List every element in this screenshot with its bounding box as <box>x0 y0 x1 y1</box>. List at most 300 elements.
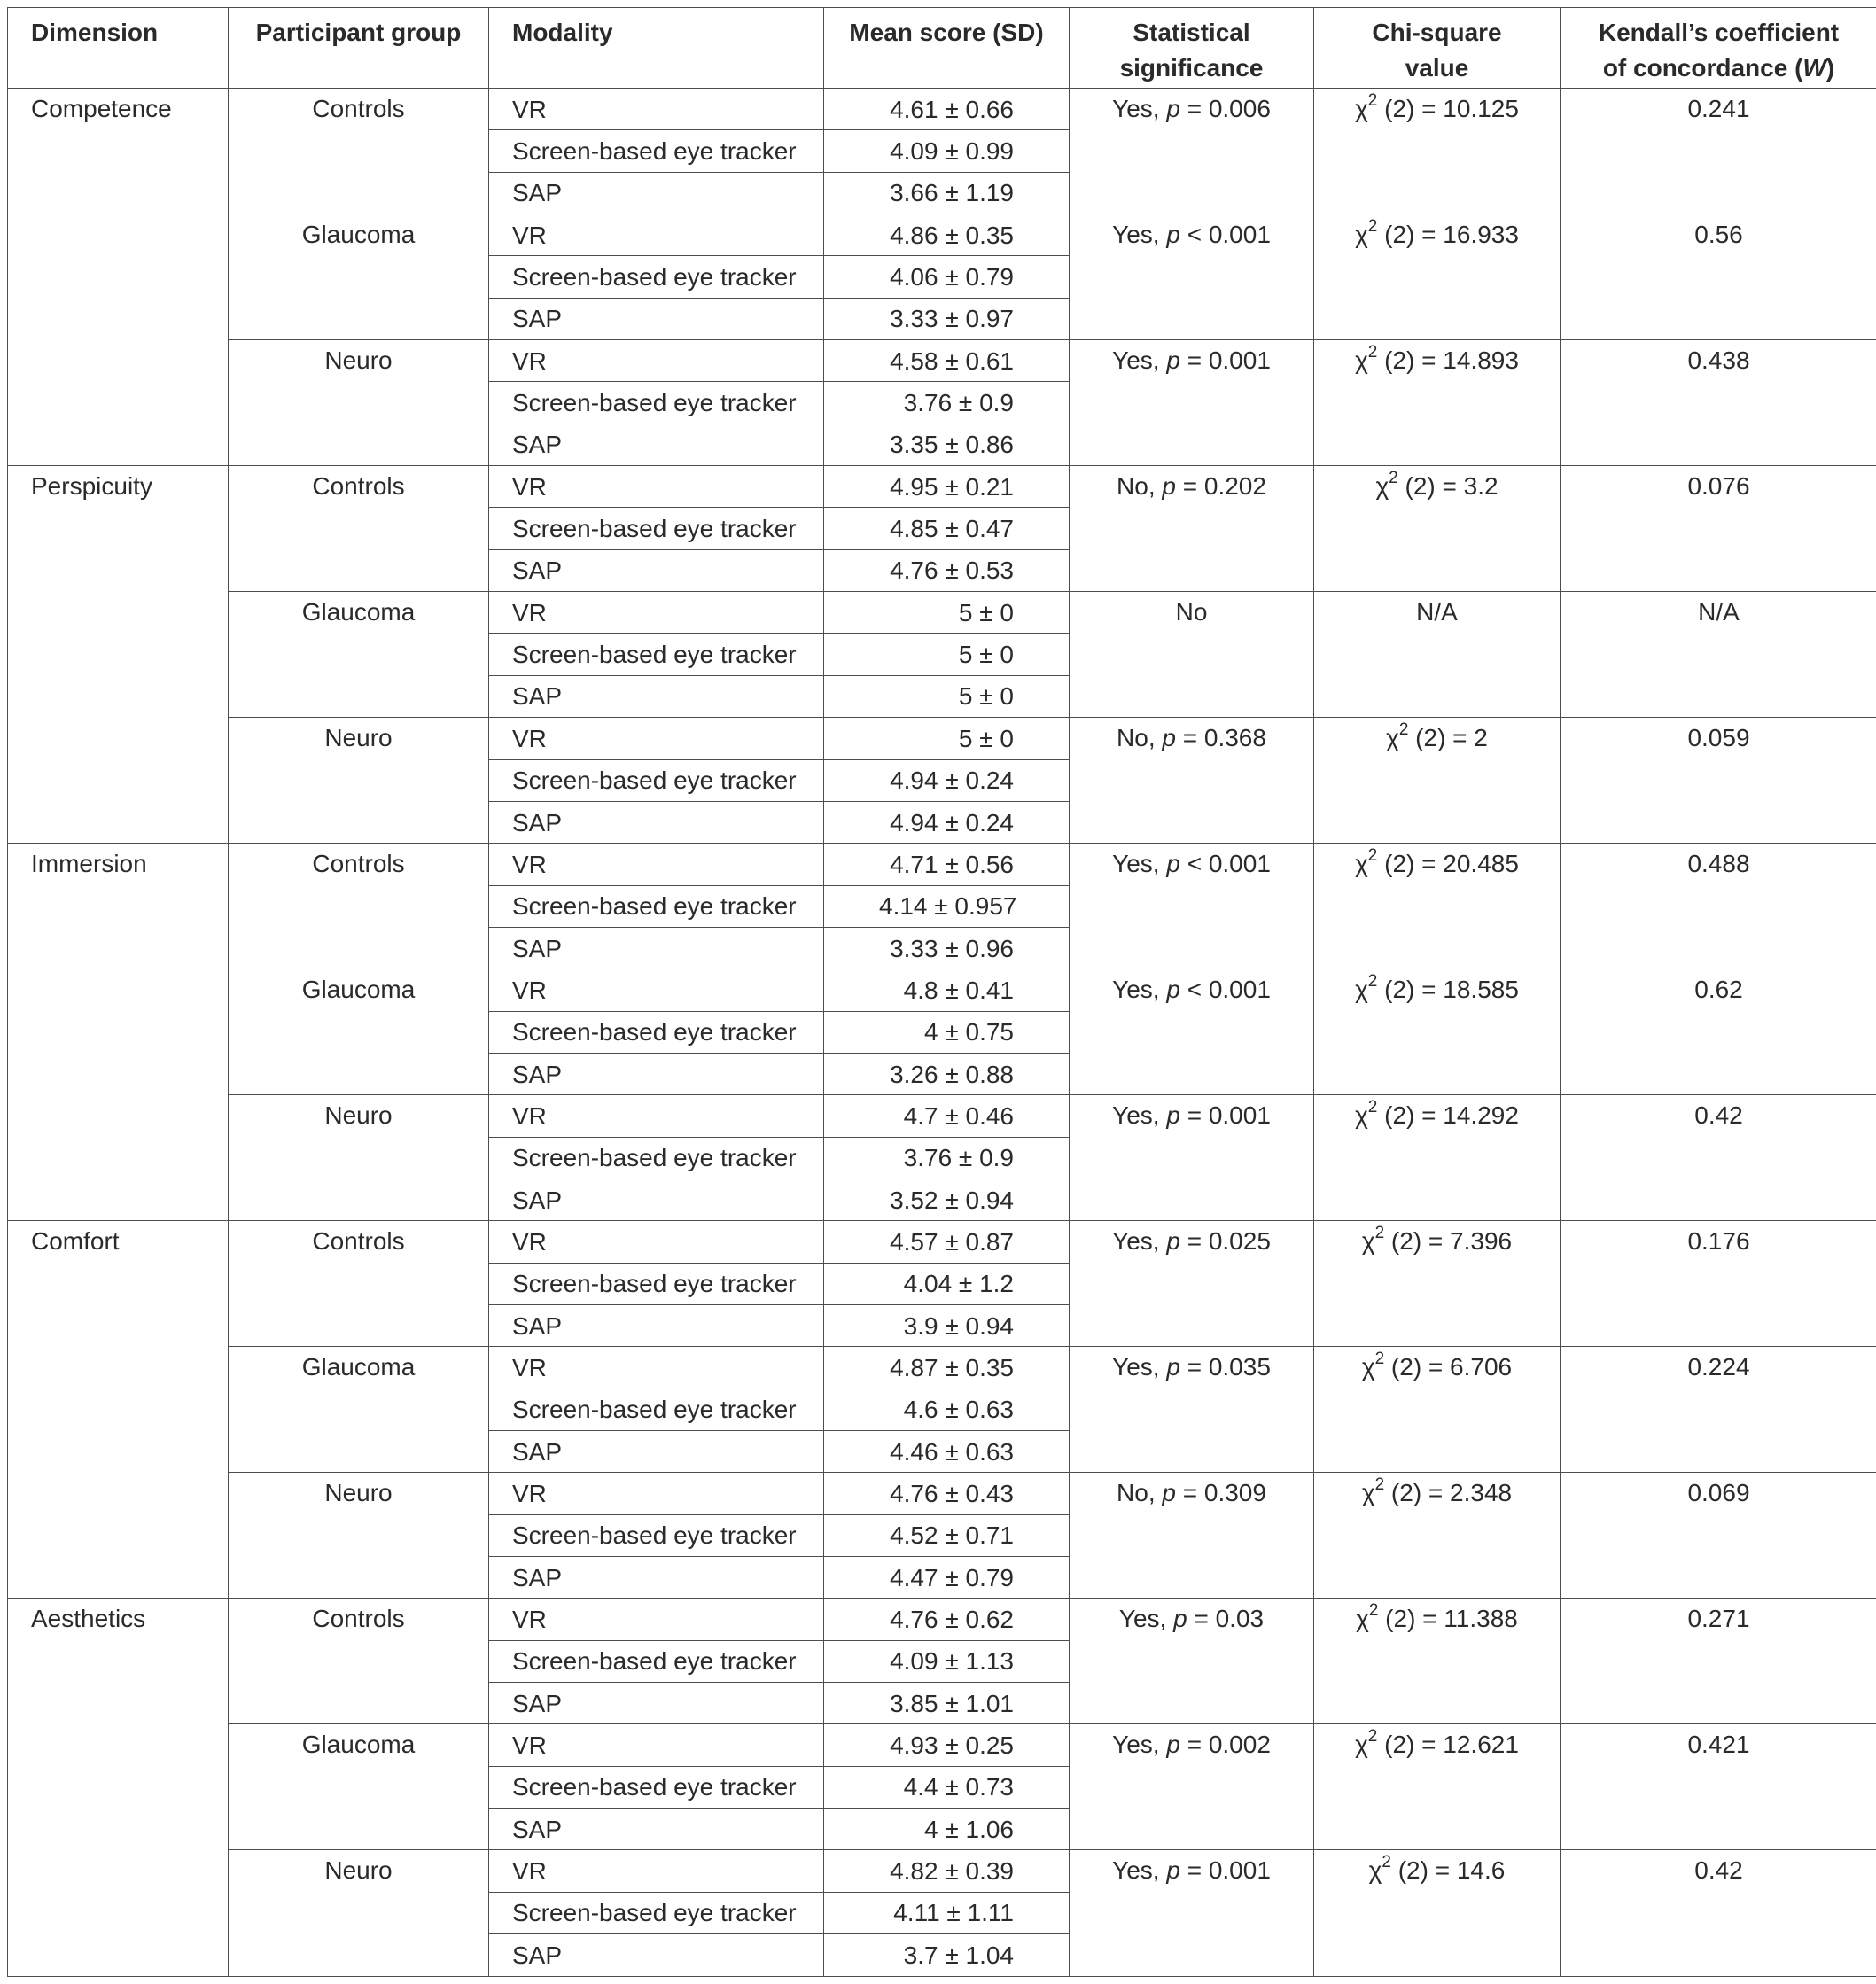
mean-score-cell <box>824 1557 1070 1599</box>
mean-score-cell <box>824 1221 1070 1263</box>
kendall-w-cell <box>1561 1724 1876 1850</box>
modality-cell-text: SAP <box>512 1311 563 1340</box>
modality-cell <box>489 675 824 717</box>
mean-score-text: 5 ± 0 <box>958 682 1014 711</box>
mean-score-cell <box>824 1514 1070 1556</box>
table-row <box>8 1850 1876 1892</box>
modality-cell <box>489 1137 824 1179</box>
mean-score-cell <box>824 801 1070 843</box>
modality-cell-text: VR <box>512 472 547 501</box>
table-row <box>8 1473 1876 1514</box>
chi-square-cell <box>1314 718 1561 844</box>
significance-cell-text: No <box>1175 598 1208 626</box>
chi-square-cell-text: $\chi^2$ (2) = 12.621 <box>1355 1727 1519 1759</box>
kendall-w-cell-text: 0.241 <box>1687 95 1750 122</box>
modality-cell-text: SAP <box>512 1689 563 1717</box>
table-body <box>8 89 1876 1977</box>
mean-score-cell <box>824 214 1070 256</box>
dimension-cell <box>8 89 229 466</box>
chi-square-cell <box>1314 1347 1561 1473</box>
modality-cell-text: Screen-based eye tracker <box>512 641 797 669</box>
modality-cell-text: SAP <box>512 1060 563 1088</box>
header-modality: Modality <box>489 8 824 89</box>
chi-square-cell-text: $\chi^2$ (2) = 6.706 <box>1361 1349 1513 1381</box>
table-row <box>8 718 1876 759</box>
significance-cell <box>1070 1850 1314 1977</box>
header-statistical-significance: Statistical significance <box>1070 8 1314 89</box>
mean-score-text: 3.66 ± 1.19 <box>890 179 1014 207</box>
modality-cell-text: Screen-based eye tracker <box>512 892 797 921</box>
mean-score-cell <box>824 549 1070 591</box>
mean-score-cell <box>824 1473 1070 1514</box>
modality-cell <box>489 89 824 130</box>
header-dimension: Dimension <box>8 8 229 89</box>
header-mean-score: Mean score (SD) <box>824 8 1070 89</box>
participant-group-cell-text: Neuro <box>324 346 393 375</box>
mean-score-text: 4.09 ± 0.99 <box>890 137 1014 166</box>
mean-score-cell <box>824 634 1070 675</box>
significance-cell <box>1070 1599 1314 1724</box>
modality-cell-text: VR <box>512 1731 547 1760</box>
kendall-w-cell <box>1561 1221 1876 1347</box>
mean-score-cell <box>824 675 1070 717</box>
mean-score-cell <box>824 927 1070 969</box>
table-row <box>8 969 1876 1011</box>
table-row <box>8 1347 1876 1389</box>
mean-score-text: 4.71 ± 0.56 <box>890 850 1014 878</box>
mean-score-cell <box>824 759 1070 801</box>
chi-square-cell-text: $\chi^2$ (2) = 20.485 <box>1355 845 1519 878</box>
chi-square-cell <box>1314 89 1561 214</box>
chi-square-cell-text: $\chi^2$ (2) = 16.933 <box>1355 216 1519 249</box>
modality-cell-text: Screen-based eye tracker <box>512 1396 797 1424</box>
significance-cell <box>1070 1095 1314 1221</box>
modality-cell-text: Screen-based eye tracker <box>512 515 797 543</box>
modality-cell <box>489 759 824 801</box>
mean-score-text: 3.33 ± 0.97 <box>890 305 1014 333</box>
kendall-w-cell <box>1561 718 1876 844</box>
mean-score-text: 4 ± 1.06 <box>924 1815 1014 1843</box>
kendall-w-cell <box>1561 1599 1876 1724</box>
modality-cell <box>489 424 824 465</box>
modality-cell-text: SAP <box>512 1941 563 1970</box>
dimension-cell-text: Immersion <box>31 850 147 878</box>
mean-score-text: 3.76 ± 0.9 <box>903 389 1014 417</box>
mean-score-text: 3.7 ± 1.04 <box>903 1941 1014 1970</box>
mean-score-text: 3.26 ± 0.88 <box>890 1060 1014 1088</box>
kendall-w-cell <box>1561 466 1876 592</box>
modality-cell <box>489 466 824 508</box>
significance-cell <box>1070 340 1314 466</box>
dimension-cell <box>8 844 229 1221</box>
mean-score-cell <box>824 1347 1070 1389</box>
significance-cell-text: Yes, p = 0.035 <box>1112 1353 1271 1381</box>
modality-cell-text: SAP <box>512 1563 563 1591</box>
chi-square-cell <box>1314 844 1561 969</box>
modality-cell-text: SAP <box>512 556 563 585</box>
kendall-w-cell <box>1561 592 1876 718</box>
significance-cell <box>1070 592 1314 718</box>
mean-score-cell <box>824 508 1070 549</box>
modality-cell <box>489 382 824 424</box>
participant-group-cell-text: Neuro <box>324 1856 393 1885</box>
modality-cell <box>489 1095 824 1137</box>
mean-score-cell <box>824 130 1070 172</box>
mean-score-cell <box>824 424 1070 465</box>
chi-square-cell <box>1314 1221 1561 1347</box>
chi-square-cell <box>1314 592 1561 718</box>
mean-score-cell <box>824 1389 1070 1430</box>
chi-square-cell-text: $\chi^2$ (2) = 18.585 <box>1355 971 1519 1004</box>
mean-score-text: 4.04 ± 1.2 <box>903 1270 1014 1298</box>
modality-cell <box>489 801 824 843</box>
table-row <box>8 844 1876 885</box>
dimension-cell <box>8 1221 229 1599</box>
kendall-w-cell-text: 0.42 <box>1694 1101 1743 1130</box>
header-participant-group: Participant group <box>229 8 489 89</box>
participant-group-cell <box>229 1850 489 1977</box>
participant-group-cell <box>229 969 489 1095</box>
significance-cell <box>1070 89 1314 214</box>
participant-group-cell <box>229 1221 489 1347</box>
chi-square-cell-text: $\chi^2$ (2) = 2 <box>1386 720 1488 752</box>
kendall-w-cell <box>1561 1473 1876 1599</box>
modality-cell <box>489 885 824 927</box>
modality-cell <box>489 1221 824 1263</box>
chi-square-cell-text: $\chi^2$ (2) = 10.125 <box>1355 90 1519 122</box>
mean-score-text: 4.58 ± 0.61 <box>890 346 1014 375</box>
mean-score-text: 4.61 ± 0.66 <box>890 95 1014 123</box>
mean-score-text: 4.06 ± 0.79 <box>890 263 1014 292</box>
kendall-w-cell <box>1561 969 1876 1095</box>
participant-group-cell-text: Neuro <box>324 724 393 752</box>
modality-cell <box>489 1514 824 1556</box>
header-row <box>8 8 1876 89</box>
mean-score-text: 4.76 ± 0.62 <box>890 1606 1014 1634</box>
modality-cell <box>489 1934 824 1977</box>
significance-cell-text: No, p = 0.202 <box>1117 472 1266 501</box>
mean-score-cell <box>824 885 1070 927</box>
participant-group-cell <box>229 1724 489 1850</box>
kendall-w-cell <box>1561 1095 1876 1221</box>
dimension-cell <box>8 466 229 844</box>
significance-cell <box>1070 466 1314 592</box>
chi-square-cell-text: $\chi^2$ (2) = 3.2 <box>1375 468 1498 501</box>
mean-score-text: 3.35 ± 0.86 <box>890 431 1014 459</box>
dimension-cell <box>8 1599 229 1977</box>
kendall-w-cell <box>1561 89 1876 214</box>
dimension-cell-text: Comfort <box>31 1227 120 1256</box>
modality-cell <box>489 969 824 1011</box>
participant-group-cell-text: Controls <box>312 1227 405 1256</box>
modality-cell-text: SAP <box>512 179 563 207</box>
participant-group-cell-text: Glaucoma <box>301 1353 416 1381</box>
modality-cell <box>489 1431 824 1473</box>
mean-score-text: 4 ± 0.75 <box>924 1018 1014 1046</box>
significance-cell-text: Yes, p = 0.001 <box>1112 346 1271 375</box>
participant-group-cell <box>229 1599 489 1724</box>
modality-cell-text: Screen-based eye tracker <box>512 766 797 795</box>
mean-score-cell <box>824 592 1070 634</box>
modality-cell-text: Screen-based eye tracker <box>512 1647 797 1676</box>
mean-score-text: 4.87 ± 0.35 <box>890 1353 1014 1381</box>
participant-group-cell <box>229 718 489 844</box>
mean-score-text: 3.33 ± 0.96 <box>890 934 1014 962</box>
mean-score-text: 4.95 ± 0.21 <box>890 472 1014 501</box>
mean-score-cell <box>824 1179 1070 1220</box>
mean-score-cell <box>824 1766 1070 1808</box>
table-row <box>8 1724 1876 1766</box>
participant-group-cell-text: Controls <box>312 850 405 878</box>
mean-score-cell <box>824 1431 1070 1473</box>
modality-cell <box>489 927 824 969</box>
mean-score-cell <box>824 844 1070 885</box>
kendall-w-cell-text: 0.42 <box>1694 1856 1743 1885</box>
modality-cell-text: VR <box>512 1353 547 1381</box>
significance-cell <box>1070 1347 1314 1473</box>
kendall-w-cell-text: N/A <box>1698 598 1740 626</box>
participant-group-cell <box>229 89 489 214</box>
modality-cell <box>489 1850 824 1892</box>
table-row <box>8 1221 1876 1263</box>
mean-score-cell <box>824 1640 1070 1682</box>
participant-group-cell-text: Glaucoma <box>301 221 416 249</box>
chi-square-cell <box>1314 1724 1561 1850</box>
mean-score-text: 4.46 ± 0.63 <box>890 1437 1014 1466</box>
modality-cell <box>489 1011 824 1053</box>
mean-score-cell <box>824 1599 1070 1640</box>
dimension-cell-text: Aesthetics <box>31 1605 146 1633</box>
mean-score-cell <box>824 1850 1070 1892</box>
mean-score-cell <box>824 382 1070 424</box>
significance-cell-text: Yes, p < 0.001 <box>1112 976 1271 1004</box>
modality-cell <box>489 1304 824 1346</box>
modality-cell <box>489 172 824 214</box>
kendall-w-cell-text: 0.076 <box>1687 472 1750 501</box>
header-chi-square: Chi-square value <box>1314 8 1561 89</box>
table-row <box>8 592 1876 634</box>
mean-score-cell <box>824 1053 1070 1094</box>
chi-square-cell <box>1314 969 1561 1095</box>
kendall-w-cell-text: 0.56 <box>1694 221 1743 249</box>
participant-group-cell-text: Controls <box>312 472 405 501</box>
mean-score-text: 4.09 ± 1.13 <box>890 1647 1014 1676</box>
participant-group-cell-text: Neuro <box>324 1479 393 1507</box>
modality-cell-text: Screen-based eye tracker <box>512 389 797 417</box>
modality-cell-text: Screen-based eye tracker <box>512 1899 797 1927</box>
mean-score-text: 3.52 ± 0.94 <box>890 1186 1014 1214</box>
participant-group-cell <box>229 340 489 466</box>
modality-cell <box>489 1724 824 1766</box>
mean-score-cell <box>824 256 1070 298</box>
chi-square-cell <box>1314 340 1561 466</box>
chi-square-cell-text: $\chi^2$ (2) = 14.893 <box>1355 342 1519 375</box>
modality-cell <box>489 508 824 549</box>
modality-cell <box>489 1557 824 1599</box>
modality-cell-text: SAP <box>512 1815 563 1843</box>
mean-score-text: 4.47 ± 0.79 <box>890 1563 1014 1591</box>
modality-cell-text: SAP <box>512 934 563 962</box>
modality-cell <box>489 1809 824 1850</box>
participant-group-cell-text: Neuro <box>324 1101 393 1130</box>
mean-score-cell <box>824 1095 1070 1137</box>
modality-cell-text: VR <box>512 1101 547 1130</box>
modality-cell-text: SAP <box>512 1186 563 1214</box>
results-table <box>7 7 1876 1977</box>
mean-score-cell <box>824 1263 1070 1304</box>
mean-score-cell <box>824 969 1070 1011</box>
participant-group-cell-text: Controls <box>312 95 405 122</box>
chi-square-cell <box>1314 214 1561 340</box>
mean-score-text: 5 ± 0 <box>958 641 1014 669</box>
kendall-w-cell <box>1561 340 1876 466</box>
modality-cell-text: SAP <box>512 1437 563 1466</box>
modality-cell <box>489 1263 824 1304</box>
mean-score-text: 4.11 ± 1.11 <box>893 1899 1014 1927</box>
participant-group-cell-text: Glaucoma <box>301 976 416 1004</box>
modality-cell <box>489 1892 824 1933</box>
modality-cell-text: VR <box>512 1857 547 1886</box>
modality-cell <box>489 130 824 172</box>
modality-cell <box>489 634 824 675</box>
mean-score-cell <box>824 1304 1070 1346</box>
kendall-w-cell <box>1561 1347 1876 1473</box>
table-row <box>8 340 1876 382</box>
mean-score-cell <box>824 172 1070 214</box>
modality-cell-text: SAP <box>512 808 563 836</box>
kendall-w-cell <box>1561 1850 1876 1977</box>
table-row <box>8 89 1876 130</box>
chi-square-cell <box>1314 1850 1561 1977</box>
modality-cell <box>489 298 824 339</box>
table-row <box>8 214 1876 256</box>
mean-score-text: 3.9 ± 0.94 <box>903 1311 1014 1340</box>
mean-score-cell <box>824 1892 1070 1933</box>
modality-cell-text: Screen-based eye tracker <box>512 263 797 292</box>
significance-cell-text: Yes, p = 0.002 <box>1112 1731 1271 1759</box>
kendall-w-cell-text: 0.421 <box>1687 1731 1750 1759</box>
kendall-w-cell-text: 0.488 <box>1687 850 1750 878</box>
modality-cell <box>489 718 824 759</box>
significance-cell <box>1070 969 1314 1095</box>
mean-score-cell <box>824 1137 1070 1179</box>
kendall-w-cell-text: 0.438 <box>1687 346 1750 375</box>
participant-group-cell <box>229 466 489 592</box>
modality-cell <box>489 1599 824 1640</box>
modality-cell <box>489 1640 824 1682</box>
kendall-w-cell-text: 0.069 <box>1687 1479 1750 1507</box>
participant-group-cell <box>229 844 489 969</box>
participant-group-cell <box>229 1473 489 1599</box>
table-row <box>8 466 1876 508</box>
mean-score-text: 4.8 ± 0.41 <box>903 976 1014 1004</box>
kendall-w-cell-text: 0.176 <box>1687 1227 1750 1256</box>
mean-score-text: 5 ± 0 <box>958 598 1014 626</box>
mean-score-text: 4.7 ± 0.46 <box>903 1101 1014 1130</box>
mean-score-cell <box>824 718 1070 759</box>
chi-square-cell-text: $\chi^2$ (2) = 7.396 <box>1361 1223 1513 1256</box>
significance-cell <box>1070 1473 1314 1599</box>
modality-cell-text: Screen-based eye tracker <box>512 1018 797 1046</box>
significance-cell-text: Yes, p = 0.001 <box>1112 1101 1271 1130</box>
significance-cell-text: No, p = 0.309 <box>1117 1479 1266 1507</box>
mean-score-cell <box>824 1011 1070 1053</box>
modality-cell <box>489 844 824 885</box>
mean-score-text: 4.76 ± 0.43 <box>890 1480 1014 1508</box>
participant-group-cell <box>229 592 489 718</box>
modality-cell-text: VR <box>512 221 547 249</box>
mean-score-cell <box>824 340 1070 382</box>
modality-cell-text: SAP <box>512 682 563 711</box>
mean-score-cell <box>824 1934 1070 1977</box>
table-row <box>8 1599 1876 1640</box>
significance-cell <box>1070 1724 1314 1850</box>
modality-cell <box>489 256 824 298</box>
modality-cell-text: VR <box>512 850 547 878</box>
modality-cell-text: VR <box>512 1480 547 1508</box>
kendall-w-cell <box>1561 214 1876 340</box>
modality-cell <box>489 340 824 382</box>
significance-cell-text: Yes, p = 0.03 <box>1118 1605 1265 1633</box>
mean-score-text: 4.94 ± 0.24 <box>890 808 1014 836</box>
chi-square-cell-text: $\chi^2$ (2) = 14.6 <box>1368 1853 1506 1885</box>
chi-square-cell-text: $\chi^2$ (2) = 2.348 <box>1361 1475 1513 1507</box>
modality-cell-text: SAP <box>512 305 563 333</box>
mean-score-cell <box>824 298 1070 339</box>
chi-square-cell <box>1314 466 1561 592</box>
mean-score-text: 4.6 ± 0.63 <box>903 1396 1014 1424</box>
chi-square-cell-text: $\chi^2$ (2) = 11.388 <box>1356 1601 1518 1633</box>
significance-cell-text: Yes, p = 0.006 <box>1112 95 1271 122</box>
mean-score-text: 4.93 ± 0.25 <box>890 1731 1014 1760</box>
mean-score-text: 4.57 ± 0.87 <box>890 1227 1014 1256</box>
kendall-w-cell-text: 0.271 <box>1687 1605 1750 1633</box>
modality-cell-text: VR <box>512 1227 547 1256</box>
significance-cell-text: Yes, p = 0.025 <box>1112 1227 1271 1256</box>
chi-square-cell <box>1314 1599 1561 1724</box>
chi-square-cell <box>1314 1473 1561 1599</box>
modality-cell-text: VR <box>512 598 547 626</box>
mean-score-text: 4.14 ± 0.957 <box>879 892 1017 921</box>
modality-cell-text: Screen-based eye tracker <box>512 1773 797 1801</box>
significance-cell-text: Yes, p = 0.001 <box>1112 1856 1271 1885</box>
modality-cell <box>489 1766 824 1808</box>
mean-score-text: 3.85 ± 1.01 <box>890 1689 1014 1717</box>
mean-score-text: 4.52 ± 0.71 <box>890 1521 1014 1550</box>
chi-square-cell-text: $\chi^2$ (2) = 14.292 <box>1355 1097 1519 1130</box>
modality-cell <box>489 1389 824 1430</box>
modality-cell <box>489 1347 824 1389</box>
mean-score-text: 3.76 ± 0.9 <box>903 1144 1014 1172</box>
modality-cell-text: VR <box>512 95 547 123</box>
modality-cell-text: Screen-based eye tracker <box>512 1270 797 1298</box>
mean-score-text: 4.94 ± 0.24 <box>890 766 1014 795</box>
chi-square-cell-text: N/A <box>1416 598 1458 626</box>
modality-cell-text: Screen-based eye tracker <box>512 137 797 166</box>
kendall-w-cell-text: 0.224 <box>1687 1353 1750 1381</box>
participant-group-cell-text: Controls <box>312 1605 405 1633</box>
significance-cell <box>1070 718 1314 844</box>
participant-group-cell-text: Glaucoma <box>301 1731 416 1759</box>
modality-cell <box>489 1473 824 1514</box>
modality-cell <box>489 214 824 256</box>
significance-cell-text: Yes, p < 0.001 <box>1112 221 1271 249</box>
participant-group-cell-text: Glaucoma <box>301 598 416 626</box>
dimension-cell-text: Perspicuity <box>31 472 152 501</box>
kendall-w-cell-text: 0.62 <box>1694 976 1743 1004</box>
mean-score-cell <box>824 89 1070 130</box>
modality-cell <box>489 1179 824 1220</box>
